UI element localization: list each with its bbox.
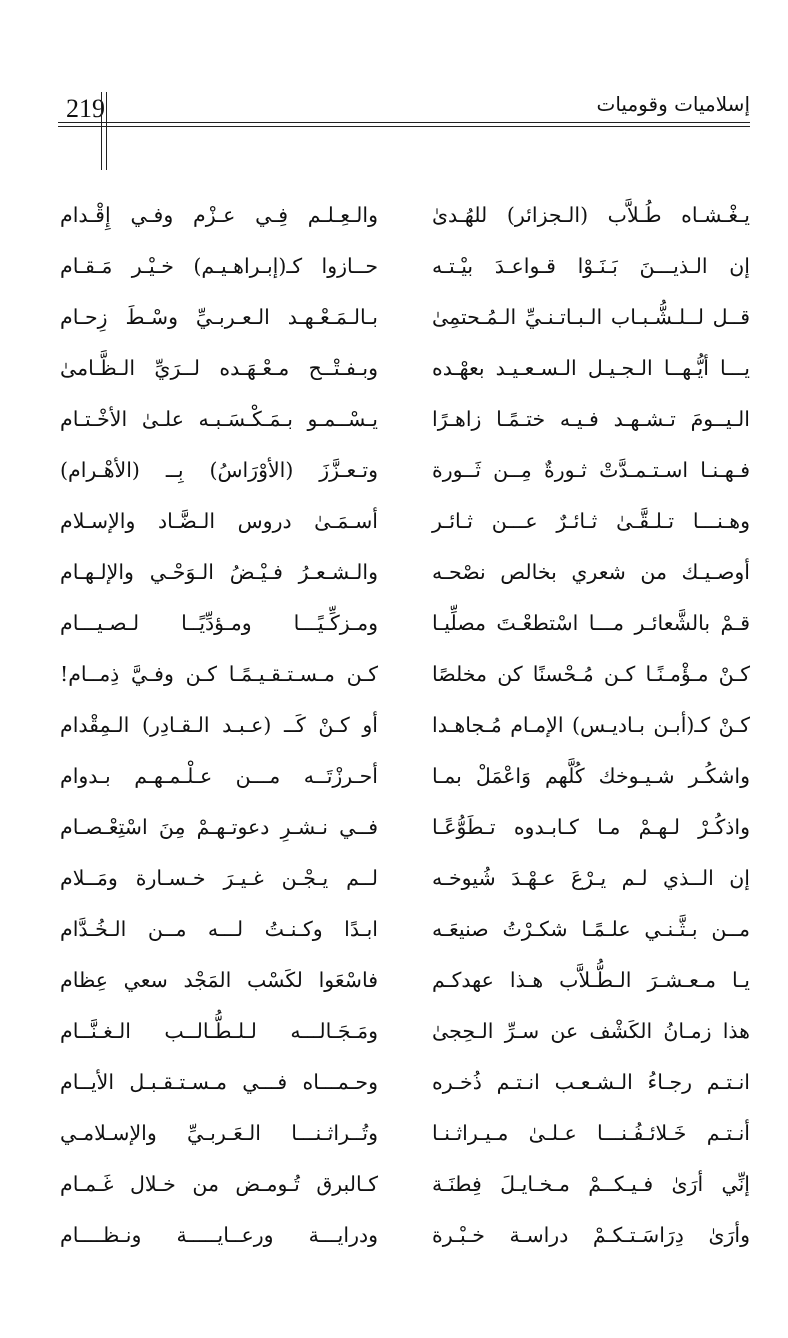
- verse-first-hemistich: وهـنـــا تـلـقَّـىٰ ثـائـرٌ عـــن ثـائـر: [432, 509, 750, 533]
- verse-first-hemistich: انـتـم رجـاءُ الـشـعـب انـتـم ذُخـره: [432, 1070, 750, 1094]
- verse-first-hemistich: مــن بـثَّـنـي علـمًـا شكـرْتُ صنيعَـه: [432, 917, 750, 941]
- verse-first-hemistich: فـهـنـا اسـتـمـدَّتْ ثـورةٌ مِــن ثَــورة: [432, 458, 750, 482]
- verse-second-hemistich: أو كـنْ كَــ (عـبـد الـقـادِر) الـمِقْدام: [60, 713, 378, 737]
- verse-line: [60, 450, 750, 501]
- verse-line: [60, 1011, 750, 1062]
- verse-second-hemistich: وتُــراثـنـــا الـعَـربـيِّ والإسـلامـي: [60, 1121, 378, 1145]
- verse-line: [60, 1164, 750, 1215]
- verse-line: [60, 246, 750, 297]
- verse-first-hemistich: واذكُـرْ لـهـمْ مـا كـابـدوه تـطَوُّعًـا: [432, 815, 750, 839]
- running-title: إسلاميات وقوميات: [596, 92, 750, 116]
- verse-first-hemistich: كـنْ كـ(أبـن بـاديـس) الإمـام مُـجاهـدا: [432, 713, 750, 737]
- verse-first-hemistich: يـــا أيُّـهــا الـجـيـل الـسـعـيـد بعهْـده: [432, 356, 750, 380]
- verse-second-hemistich: كـالبرق تُـومـض من خـلال غَـمـام: [60, 1172, 378, 1196]
- verse-line: [60, 195, 750, 246]
- header-vertical-rule: [101, 92, 102, 170]
- verse-first-hemistich: كـنْ مـؤْمـنًـا كـن مُـحْسنًا كن مخلصًا: [432, 662, 750, 686]
- verse-line: [60, 1113, 750, 1164]
- verse-first-hemistich: يـغْـشـاه طُـلاَّب (الـجزائر) للهُـدىٰ: [432, 203, 750, 227]
- verse-second-hemistich: ودرايـــة ورعــايـــــة ونـظــــام: [60, 1223, 378, 1247]
- verse-line: [60, 552, 750, 603]
- verse-second-hemistich: يـسْــمـو بـمَـكْـسَـبـه علـىٰ الأخْـتـام: [60, 407, 378, 431]
- verse-first-hemistich: قــل لــلـشُّـبـاب الـبـاتـنـيِّ الـمُـحتمِىٰ: [432, 305, 750, 329]
- verse-second-hemistich: بـالـمَـعْـهـد الـعـربـيِّ وسْـطَ زِحـام: [60, 305, 378, 329]
- header-rule-bottom: [58, 126, 750, 127]
- verse-second-hemistich: فــي نـشـرِ دعوتـهـمْ مِنَ اسْتِعْـصـام: [60, 815, 378, 839]
- verse-first-hemistich: وأرَىٰ دِرَاسَـتـكـمْ دراسـة خـبْـرة: [432, 1223, 750, 1247]
- verse-first-hemistich: إن الــذي لـم يـرْعَ عـهْـدَ شُيوخـه: [432, 866, 750, 890]
- verse-line: [60, 705, 750, 756]
- verse-second-hemistich: ومَـجَـالـــه لـلـطُّـالــب الـغـنَّــام: [60, 1019, 378, 1043]
- verse-first-hemistich: قـمْ بالشَّعائـر مـــا اسْتطعْـتَ مصلِّيـا: [432, 611, 750, 635]
- verse-first-hemistich: إنِّي أرَىٰ فـيـكــمْ مـخـايـلَ فِطنَـة: [432, 1172, 750, 1196]
- verse-second-hemistich: فاسْعَوا لكَسْب المَجْد سعي عِظام: [60, 968, 378, 992]
- verse-line: [60, 807, 750, 858]
- verse-first-hemistich: الـيــومَ تـشـهـد فـيـه ختـمًـا زاهـرًا: [432, 407, 750, 431]
- verse-line: [60, 399, 750, 450]
- verse-second-hemistich: والـشـعـرُ فـيْـضُ الـوَحْـي والإلـهـام: [60, 560, 378, 584]
- verse-second-hemistich: أحـرزْتَــه مـــن عـلْـمـهـم بـدوام: [60, 764, 378, 788]
- verse-second-hemistich: لــم يـجْـن غـيـرَ خـسـارة ومَــلام: [60, 866, 378, 890]
- verse-first-hemistich: أوصـيـك من شعري بخالص نصْحـه: [432, 560, 750, 584]
- verse-line: [60, 603, 750, 654]
- verse-second-hemistich: وبـفـتْــح مـعْـهَـده لــرَيِّ الـظَّـامىٰ: [60, 356, 378, 380]
- verse-second-hemistich: أسـمَـىٰ دروس الـضَّـاد والإسـلام: [60, 509, 378, 533]
- poem-body: [60, 195, 750, 1266]
- verse-second-hemistich: وحـمـــاه فـــي مـسـتـقـبـل الأيــام: [60, 1070, 378, 1094]
- verse-line: [60, 960, 750, 1011]
- verse-first-hemistich: يـا مـعـشـرَ الـطُّـلاَّب هـذا عهدكـم: [432, 968, 750, 992]
- verse-line: [60, 1062, 750, 1113]
- verse-second-hemistich: وتـعـزَّزَ (الأوْرَاسُ) بِــ (الأهْـرام): [60, 458, 378, 482]
- verse-first-hemistich: هذا زمـانُ الكَشْف عن سـرِّ الـحِجىٰ: [432, 1019, 750, 1043]
- verse-line: [60, 654, 750, 705]
- verse-line: [60, 348, 750, 399]
- verse-first-hemistich: أنـتـم خَـلائـفُـنـــا عـلـىٰ مـيـراثـنـا: [432, 1121, 750, 1145]
- verse-second-hemistich: ابـدًا وكـنـتُ لـــه مــن الـخُـدَّام: [60, 917, 378, 941]
- verse-line: [60, 858, 750, 909]
- verse-second-hemistich: والـعِـلـم فِـي عـزْم وفـي إِقْـدام: [60, 203, 378, 227]
- header-rule-top: [58, 122, 750, 123]
- verse-line: [60, 501, 750, 552]
- verse-line: [60, 297, 750, 348]
- verse-line: [60, 1215, 750, 1266]
- verse-second-hemistich: حــازوا كـ(إبـراهـيـم) خـيْـر مَـقـام: [60, 254, 378, 278]
- verse-first-hemistich: إن الـذيـــنَ بَـنَـوْا قـواعـدَ بيْـتـه: [432, 254, 750, 278]
- verse-first-hemistich: واشكُـر شـيـوخك كُلَّهم وَاعْمَلْ بمـا: [432, 764, 750, 788]
- header-vertical-rule: [106, 92, 107, 170]
- page-number: 219: [66, 94, 105, 123]
- verse-line: [60, 756, 750, 807]
- verse-line: [60, 909, 750, 960]
- verse-second-hemistich: كـن مـسـتـقـيـمًـا كـن وفـيَّ ذِمــام!: [60, 662, 378, 686]
- page-header: [58, 88, 750, 132]
- verse-second-hemistich: ومـزكِّـيًـــا ومـؤدِّيًــا لـصـيـــام: [60, 611, 378, 635]
